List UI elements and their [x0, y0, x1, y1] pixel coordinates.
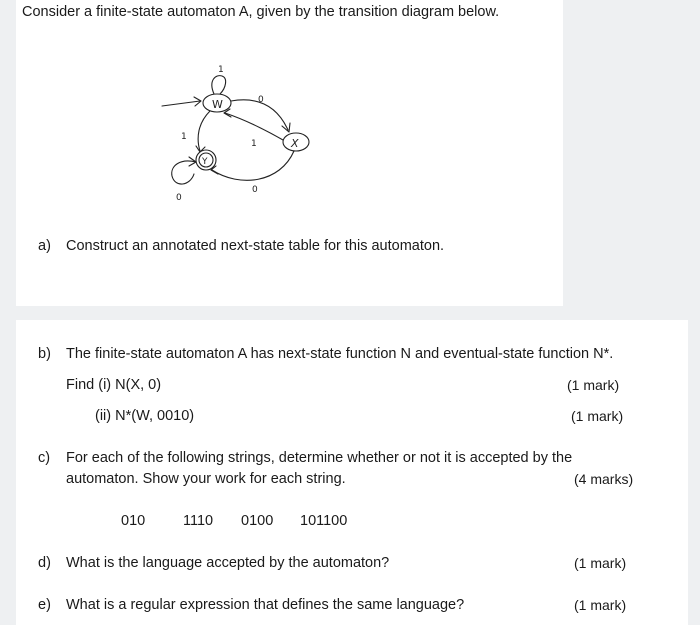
transition-diagram — [150, 58, 325, 208]
edge-w-y — [198, 111, 210, 151]
label-x-y: 0 — [252, 185, 258, 195]
question-b-part-ii-marks: (1 mark) — [571, 408, 624, 424]
question-a-letter: a) — [38, 238, 51, 254]
question-c-line2: automaton. Show your work for each string. — [66, 471, 346, 487]
question-c-line1: For each of the following strings, determine whether or not it is accepted by the — [66, 450, 573, 466]
test-string: 010 — [121, 513, 146, 529]
question-a-text: Construct an annotated next-state table for this automaton. — [66, 238, 445, 254]
question-e-text: What is a regular expression that defines the same language? — [66, 597, 465, 613]
question-b-part-i-marks: (1 mark) — [567, 377, 620, 393]
state-y-label: Y — [202, 157, 208, 167]
label-x-w: 1 — [251, 139, 257, 149]
label-w-self: 1 — [218, 65, 224, 75]
question-d-letter: d) — [38, 555, 51, 571]
question-b-text: The finite-state automaton A has next-state function N and eventual-state function N*. — [66, 346, 614, 362]
start-arrow — [162, 101, 200, 106]
label-w-x: 0 — [258, 95, 264, 105]
test-string: 101100 — [300, 513, 348, 529]
edge-x-y — [212, 151, 294, 180]
self-loop-w — [212, 76, 226, 94]
question-e-letter: e) — [38, 597, 51, 613]
test-string: 0100 — [241, 513, 274, 529]
test-string: 1110 — [183, 513, 214, 529]
intro-text: Consider a finite-state automaton A, given by the transition diagram below. — [22, 4, 500, 20]
question-b-letter: b) — [38, 346, 51, 362]
question-b-part-ii: (ii) N*(W, 0010) — [95, 408, 195, 424]
edge-x-w — [225, 113, 283, 140]
question-d-text: What is the language accepted by the automaton? — [66, 555, 390, 571]
label-w-y: 1 — [181, 132, 187, 142]
question-c-marks: (4 marks) — [574, 471, 634, 487]
question-e-marks: (1 mark) — [574, 597, 627, 613]
label-y-self: 0 — [176, 193, 182, 203]
question-b-part-i: Find (i) N(X, 0) — [66, 377, 162, 393]
state-x-label: X — [291, 137, 299, 150]
question-d-marks: (1 mark) — [574, 555, 627, 571]
state-w-label: W — [212, 98, 223, 111]
question-c-letter: c) — [38, 450, 51, 466]
